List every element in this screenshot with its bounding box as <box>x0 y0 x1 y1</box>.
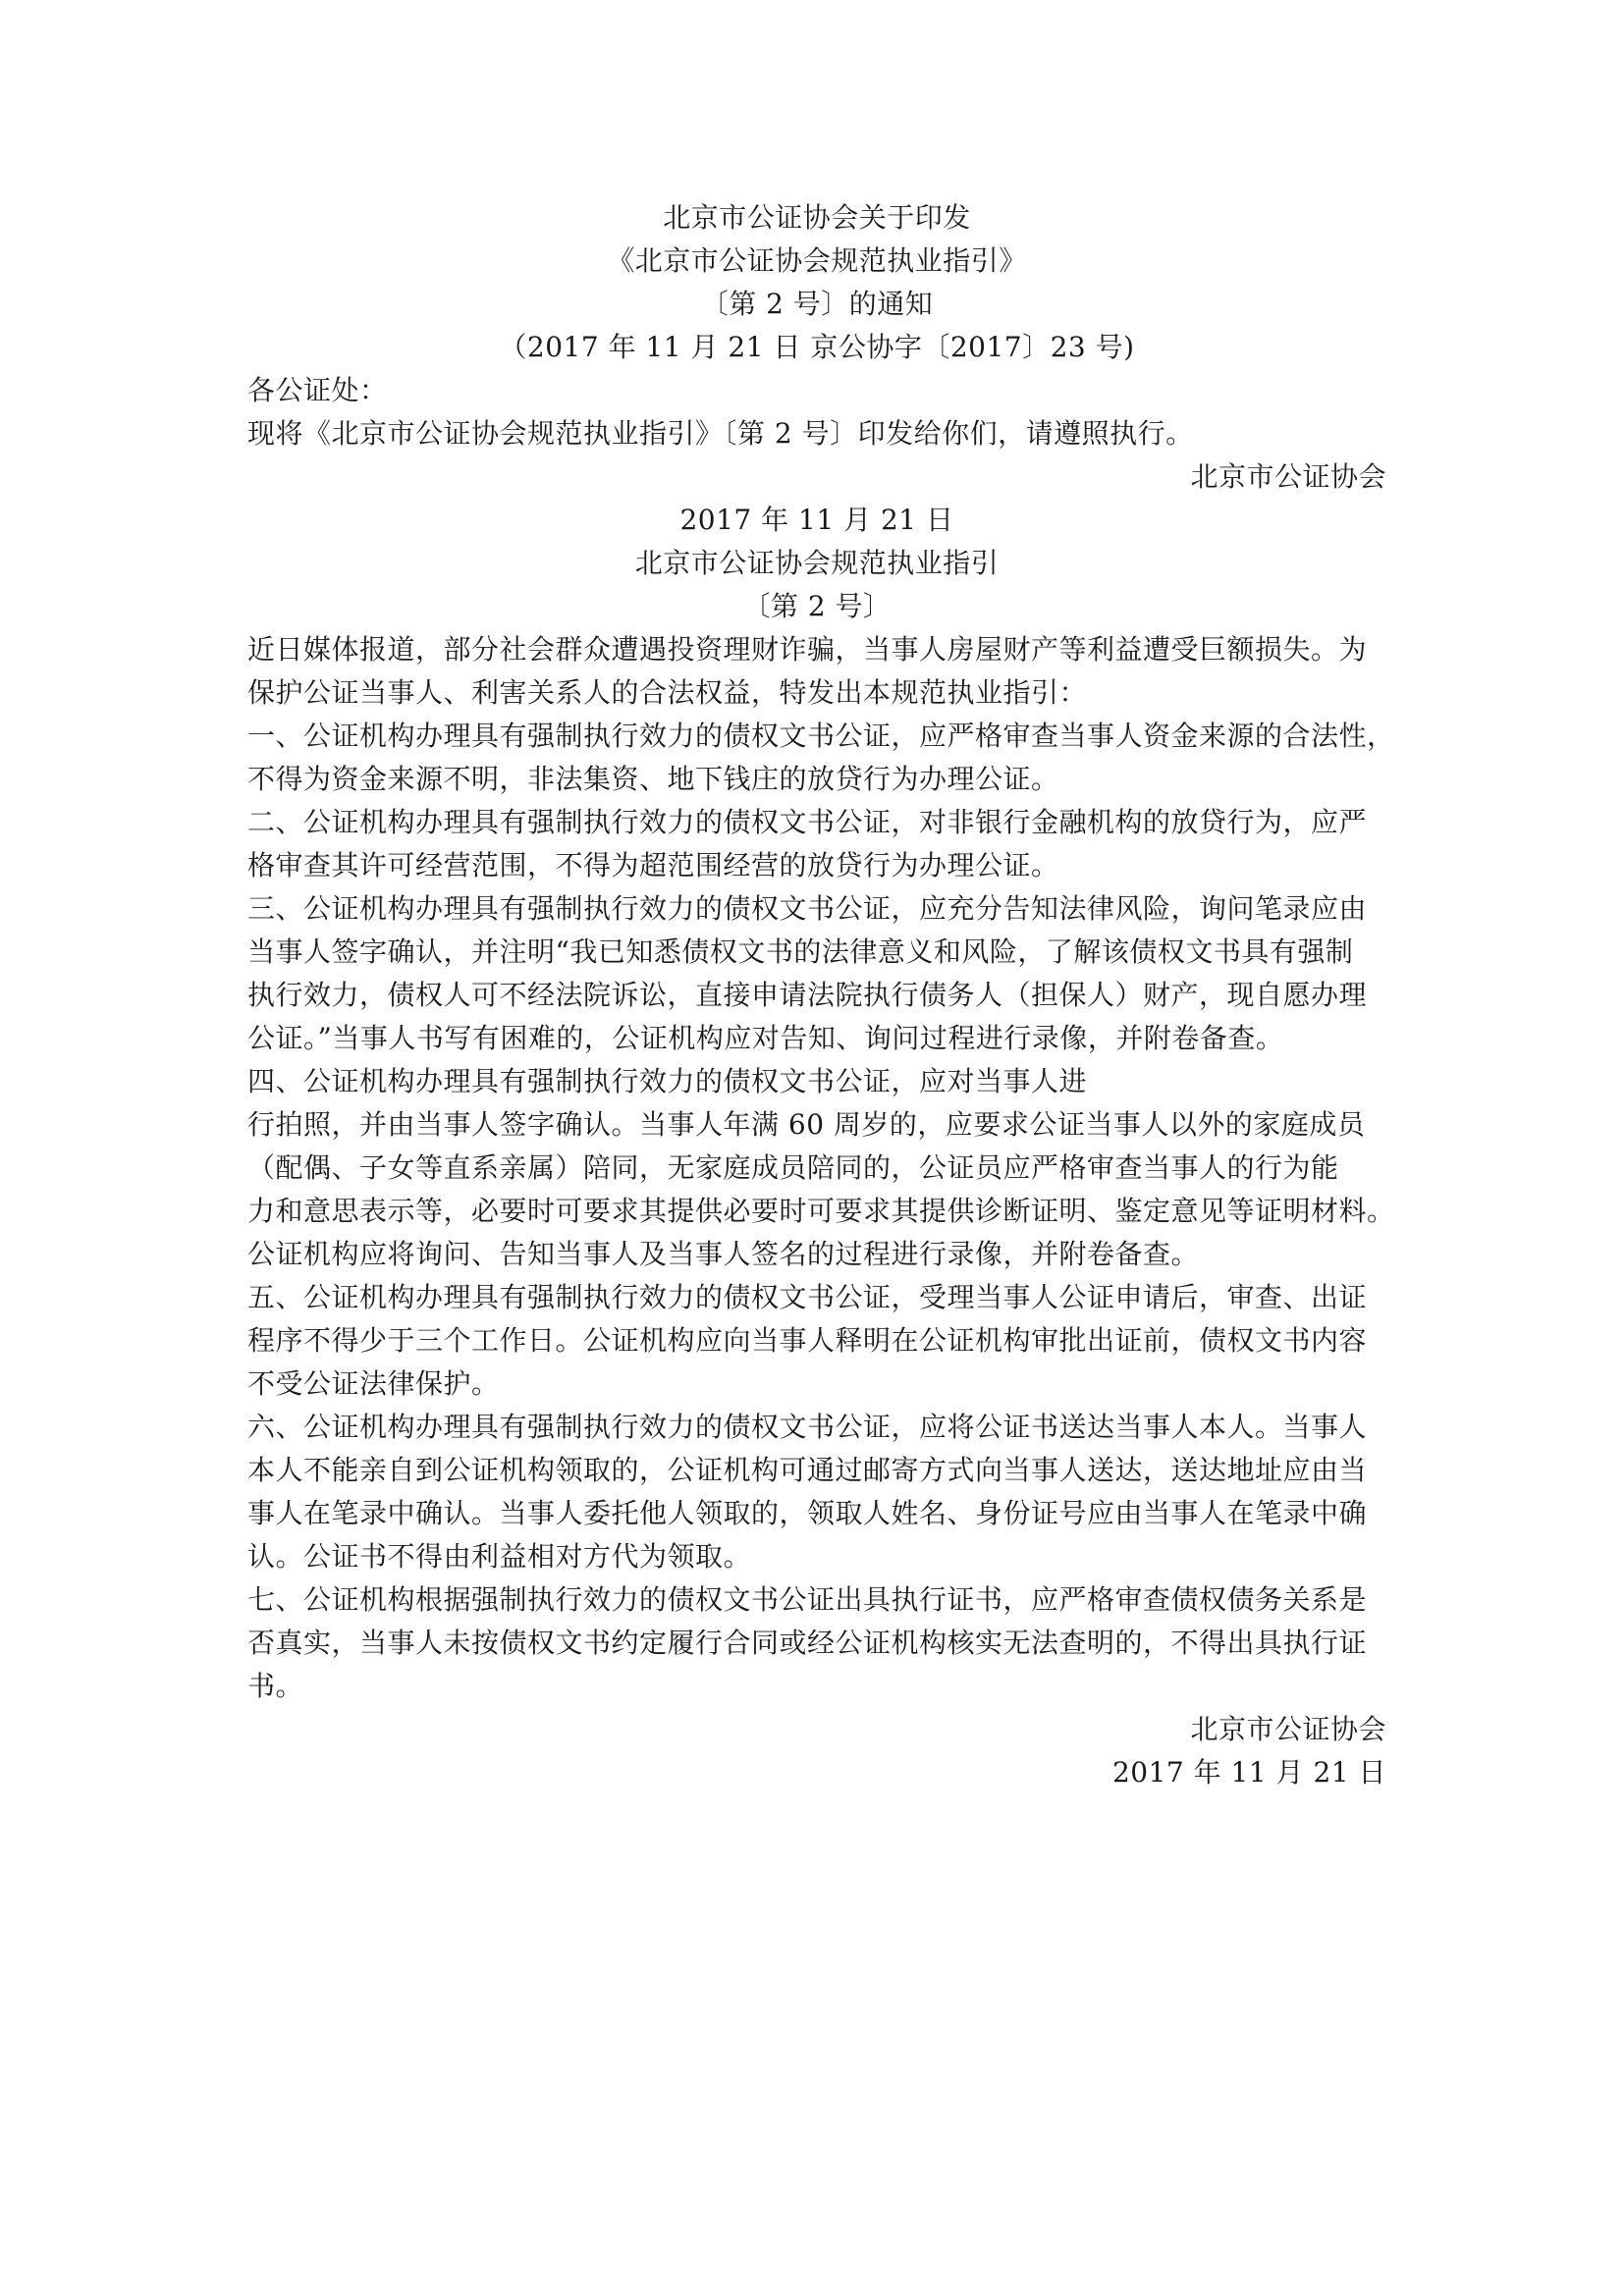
text-line: 不受公证法律保护。 <box>247 1367 500 1400</box>
guide-intro <box>247 628 1386 715</box>
text-line: 格审查其许可经营范围，不得为超范围经营的放贷行为办理公证。 <box>247 849 1059 881</box>
text-line: 保护公证当事人、利害关系人的合法权益，特发出本规范执业指引： <box>247 676 1088 709</box>
text-line: 近日媒体报道，部分社会群众遭遇投资理财诈骗，当事人房屋财产等利益遭受巨额损失。为 <box>247 633 1368 666</box>
text-line: 认。公证书不得由利益相对方代为领取。 <box>247 1540 752 1573</box>
guide-item-3 <box>247 887 1386 1060</box>
notice-body: 现将《北京市公证协会规范执业指引》〔第 2 号〕印发给你们，请遵照执行。 <box>247 417 1194 450</box>
notice-signature-org: 北京市公证协会 <box>1190 460 1386 493</box>
guide-item-4 <box>247 1060 1395 1276</box>
guide-item-2 <box>247 801 1386 887</box>
notice-title-line2: 《北京市公证协会规范执业指引》 <box>607 244 1027 277</box>
text-line: 六、公证机构办理具有强制执行效力的债权文书公证，应将公证书送达当事人本人。当事人 <box>247 1411 1368 1443</box>
guide-title: 北京市公证协会规范执业指引 <box>634 547 1000 579</box>
text-line: 事人在笔录中确认。当事人委托他人领取的，领取人姓名、身份证号应由当事人在笔录中确 <box>247 1497 1368 1529</box>
text-line: 二、公证机构办理具有强制执行效力的债权文书公证，对非银行金融机构的放贷行为，应严 <box>247 806 1368 838</box>
guide-item-1 <box>247 715 1395 801</box>
document-page <box>247 196 1395 1794</box>
text-line: 公证。”当事人书写有困难的，公证机构应对告知、询问过程进行录像，并附卷备查。 <box>247 1022 1284 1054</box>
notice-title-line3: 〔第 2 号〕的通知 <box>700 288 934 320</box>
text-line: 七、公证机构根据强制执行效力的债权文书公证出具执行证书，应严格审查债权债务关系是 <box>247 1583 1368 1616</box>
text-line: 三、公证机构办理具有强制执行效力的债权文书公证，应充分告知法律风险，询问笔录应由 <box>247 892 1368 925</box>
text-line: 本人不能亲自到公证机构领取的，公证机构可通过邮寄方式向当事人送达，送达地址应由当 <box>247 1454 1368 1486</box>
text-line: 一、公证机构办理具有强制执行效力的债权文书公证，应严格审查当事人资金来源的合法性， <box>247 720 1395 752</box>
guide-signature-date: 2017 年 11 月 21 日 <box>1111 1756 1386 1789</box>
text-line: 行拍照，并由当事人签字确认。当事人年满 60 周岁的，应要求公证当事人以外的家庭成员 <box>247 1108 1366 1141</box>
text-line: 四、公证机构办理具有强制执行效力的债权文书公证，应对当事人进 <box>247 1065 1088 1097</box>
text-line: （配偶、子女等直系亲属）陪同，无家庭成员陪同的，公证员应严格审查当事人的行为能 <box>247 1151 1339 1184</box>
text-line: 公证机构应将询问、告知当事人及当事人签名的过程进行录像，并附卷备查。 <box>247 1238 1200 1270</box>
notice-signature-date: 2017 年 11 月 21 日 <box>679 504 954 536</box>
notice-title-line1: 北京市公证协会关于印发 <box>663 201 971 234</box>
text-line: 执行效力，债权人可不经法院诉讼，直接申请法院执行债务人（担保人）财产，现自愿办理 <box>247 979 1368 1011</box>
guide-item-6 <box>247 1406 1386 1578</box>
text-line: 力和意思表示等，必要时可要求其提供必要时可要求其提供诊断证明、鉴定意见等证明材料。 <box>247 1195 1395 1227</box>
guide-item-7 <box>247 1578 1386 1708</box>
text-line: 程序不得少于三个工作日。公证机构应向当事人释明在公证机构审批出证前，债权文书内容 <box>247 1324 1368 1357</box>
text-line: 五、公证机构办理具有强制执行效力的债权文书公证，受理当事人公证申请后，审查、出证 <box>247 1281 1368 1313</box>
text-line: 书。 <box>247 1670 304 1702</box>
text-line: 当事人签字确认，并注明“我已知悉债权文书的法律意义和风险，了解该债权文书具有强制 <box>247 935 1354 968</box>
guide-signature-org: 北京市公证协会 <box>1190 1713 1386 1745</box>
guide-item-5 <box>247 1276 1386 1406</box>
text-line: 否真实，当事人未按债权文书约定履行合同或经公证机构核实无法查明的，不得出具执行证 <box>247 1627 1368 1659</box>
notice-addressee: 各公证处： <box>247 374 388 406</box>
guide-number: 〔第 2 号〕 <box>742 590 892 622</box>
text-line: 不得为资金来源不明，非法集资、地下钱庄的放贷行为办理公证。 <box>247 763 1059 795</box>
notice-title-line4: （2017 年 11 月 21 日 京公协字〔2017〕23 号) <box>499 331 1135 363</box>
